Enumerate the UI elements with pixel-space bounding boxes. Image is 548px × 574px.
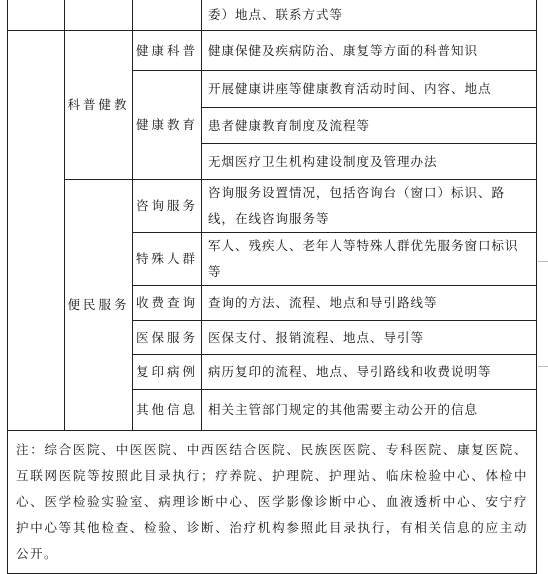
subcategory-label: 特殊人群	[133, 233, 202, 286]
content-cell: 咨询服务设置情况，包括咨询台（窗口）标识、路线，在线咨询服务等	[202, 180, 537, 233]
content-cell: 健康保健及疾病防治、康复等方面的科普知识	[202, 31, 537, 71]
subcategory-label: 咨询服务	[133, 180, 202, 233]
blank-cell	[65, 0, 133, 31]
content-cell: 开展健康讲座等健康教育活动时间、内容、地点	[202, 71, 537, 108]
subcategory-label: 收费查询	[133, 286, 202, 321]
subcategory-label: 复印病例	[133, 355, 202, 390]
page-edge-mark	[538, 261, 548, 262]
footnote: 注：综合医院、中医医院、中西医结合医院、民族医医院、专科医院、康复医院、互联网医院等按照此目录执行；疗养院、护理院、护理站、临床检验中心、体检中心、医学检验实验室、病理诊断中心、医学影像诊断中心、血液透析中心、安宁疗护中心等其他检查、检验、诊断、治疗机构参照此目录执行，有相关信息的应主动公开。	[8, 431, 537, 574]
subcategory-label: 医保服务	[133, 321, 202, 355]
blank-cell	[133, 0, 202, 31]
content-cell: 病历复印的流程、地点、导引路线和收费说明等	[202, 355, 537, 390]
content-cell: 相关主管部门规定的其他需要主动公开的信息	[202, 390, 537, 431]
blank-cell	[8, 0, 65, 31]
content-cell: 查询的方法、流程、地点和导引路线等	[202, 286, 537, 321]
subcategory-label: 健康教育	[133, 71, 202, 180]
category-kepu: 科普健教	[65, 31, 133, 180]
subcategory-label: 健康科普	[133, 31, 202, 71]
subcategory-label: 其他信息	[133, 390, 202, 431]
page-edge-mark	[538, 366, 548, 367]
category-bianmin: 便民服务	[65, 180, 133, 431]
content-cell: 委）地点、联系方式等	[202, 0, 537, 31]
content-cell: 无烟医疗卫生机构建设制度及管理办法	[202, 144, 537, 180]
blank-cell	[8, 31, 65, 431]
content-cell: 医保支付、报销流程、地点、导引等	[202, 321, 537, 355]
content-cell: 患者健康教育制度及流程等	[202, 108, 537, 144]
disclosure-table	[7, 0, 537, 574]
content-cell: 军人、残疾人、老年人等特殊人群优先服务窗口标识等	[202, 233, 537, 286]
